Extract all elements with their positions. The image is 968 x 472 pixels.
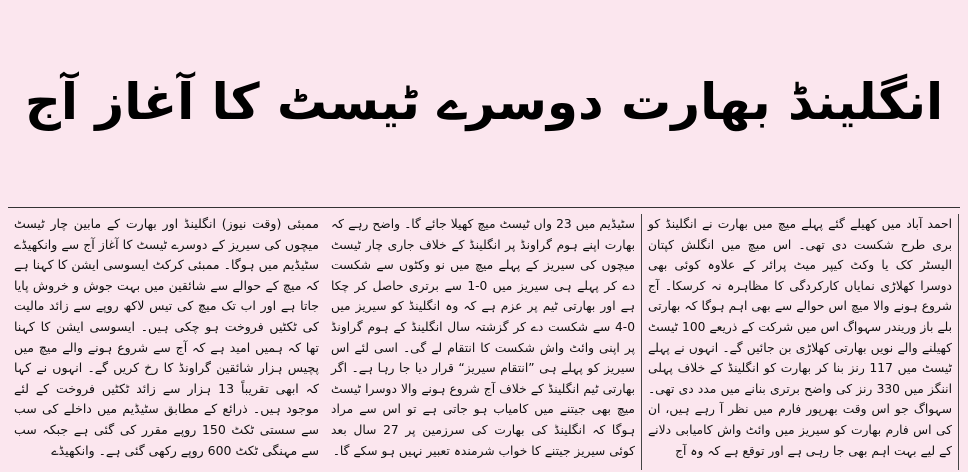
article-column-right [8,214,325,470]
article-column-middle [325,214,642,470]
article-column-text: ممبئی (وقت نیوز) انگلینڈ اور بھارت کے مابین چار ٹیسٹ میچوں کی سیریز کے دوسرے ٹیسٹ کا آغاز آج سے وانکھیڈے سٹیڈیم میں ہوگا۔ ممبئی کرکٹ ایسوسی ایشن کا کہنا ہے کہ میچ کے حوالے سے شائقین میں بہت جوش و خروش پایا جاتا ہے اور اب تک میچ کی تیس لاکھ روپے سے زائد مالیت کی ٹکٹیں فروخت ہو چکی ہیں۔ ایسوسی ایشن کا کہنا تھا کہ ہمیں امید ہے کہ آج سے شروع ہونے والے میچ میں پچیس ہزار شائقین گراونڈ کا رخ کریں گے۔ انہوں نے کہا کہ ابھی تقریباً 13 ہزار سے زائد ٹکٹیں فروخت کے لئے موجود ہیں۔ ذرائع کے مطابق سٹیڈیم میں داخلے کی سب سے سستی ٹکٹ 150 روپے مقرر کی گئی ہے جبکہ سب سے مہنگی ٹکٹ 600 روپے رکھی گئی ہے۔ وانکھیڈے [14,216,319,458]
article-column-text: سٹیڈیم میں 23 واں ٹیسٹ میچ کھیلا جائے گا۔ واضح رہے کہ بھارت اپنے ہوم گراونڈ پر انگلینڈ کے خلاف جاری چار ٹیسٹ میچوں کی سیریز کے پہلے میچ میں نو وکٹوں سے شکست دے کر پہلے ہی سیریز میں 0-1 سے برتری حاصل کر چکا ہے اور بھارتی ٹیم پر عزم ہے کہ وہ انگلینڈ کو سیریز میں 0-4 سے شکست دے کر گزشتہ سال انگلینڈ کے ہوم گراونڈ پر اپنی وائٹ واش شکست کا انتقام لے گی۔ اسی لئے اس سیریز کو پہلے ہی ”انتقام سیریز“ قرار دیا جا رہا ہے۔ اگر بھارتی ٹیم انگلینڈ کے خلاف آج شروع ہونے والا دوسرا ٹیسٹ میچ بھی جیتنے میں کامیاب ہو جاتی ہے تو اس سے مراد ہوگا کہ انگلینڈ کی بھارت کی سرزمین پر 27 سال بعد کوئی سیریز جیتنے کا خواب شرمندہ تعبیر نہیں ہو سکے گا۔ [331,217,635,458]
article-columns [8,214,960,470]
headline-divider [8,207,960,208]
article-column-left [642,214,959,470]
headline-text: انگلینڈ بھارت دوسرے ٹیسٹ کا آغاز آج [24,73,944,131]
article-column-text: احمد آباد میں کھیلے گئے پہلے میچ میں بھارت نے انگلینڈ کو بری طرح شکست دی تھی۔ اس میچ میں انگلش کپتان الیسٹر کک یا وکٹ کیپر میٹ پرائر کے علاوہ کوئی بھی دوسرا کھلاڑی نمایاں کارکردگی کا مظاہرہ نہ کرسکا۔ آج شروع ہونے والا میچ اس حوالے سے بھی اہم ہوگا کہ بھارتی بلے باز وریندر سہواگ اس میں شرکت کے ذریعے 100 ٹیسٹ کھیلنے والے نویں بھارتی کھلاڑی بن جائیں گے۔ انہوں نے پہلے ٹیسٹ میں 117 رنز بنا کر بھارت کو انگلینڈ کے خلاف پہلی اننگز میں 330 رنز کی واضح برتری بنانے میں مدد دی تھی۔ سہواگ جو اس وقت بھرپور فارم میں نظر آ رہے ہیں، ان کی اس فارم بھارت کو سیریز میں وائٹ واش کامیابی دلانے کے لیے بہت اہم بھی جا رہی ہے اور توقع ہے کہ وہ آج [648,217,953,458]
headline [8,4,960,200]
